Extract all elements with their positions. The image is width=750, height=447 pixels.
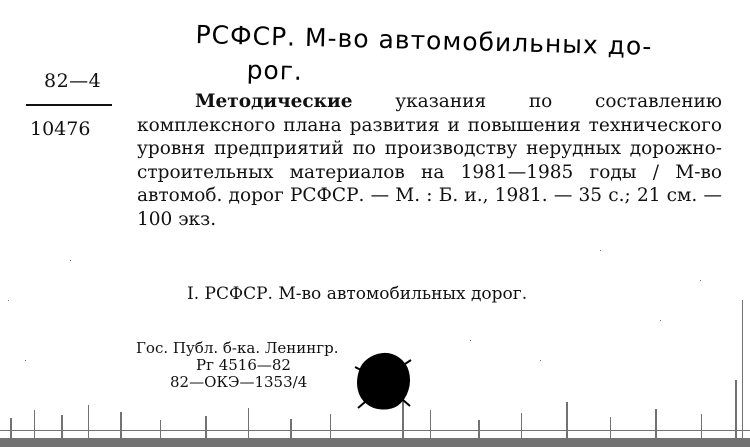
catalog-entry bbox=[137, 90, 722, 231]
call-number-top: 82—4 bbox=[44, 70, 102, 92]
entry-body: указания по составлению комплексного плана развития и повышения технического уровня предприятий по производству нерудных дорожно-строительных материалов на 1981—1985 годы / М-во автомоб. дорог РСФСР. — М. : Б. и., 1981. — 35 с.; 21 см. — 100 экз. bbox=[137, 91, 722, 230]
handwritten-note-line-2: рог. bbox=[246, 55, 304, 86]
call-number-divider bbox=[26, 104, 112, 106]
call-number-bottom: 10476 bbox=[30, 118, 91, 140]
footer-line-registration: Рг 4516—82 bbox=[196, 356, 291, 374]
footer-line-library: Гос. Публ. б-ка. Ленингр. bbox=[136, 339, 339, 357]
footer-line-order: 82—ОКЭ—1353/4 bbox=[170, 373, 308, 391]
library-footer bbox=[136, 340, 338, 391]
handwritten-note bbox=[194, 18, 726, 100]
ink-blot bbox=[353, 350, 413, 412]
subject-tracing: I. РСФСР. М-во автомобильных дорог. bbox=[187, 284, 528, 304]
entry-heading: Методические bbox=[195, 91, 353, 112]
handwritten-note-line-1: РСФСР. М-во автомобильных до- bbox=[195, 19, 653, 61]
